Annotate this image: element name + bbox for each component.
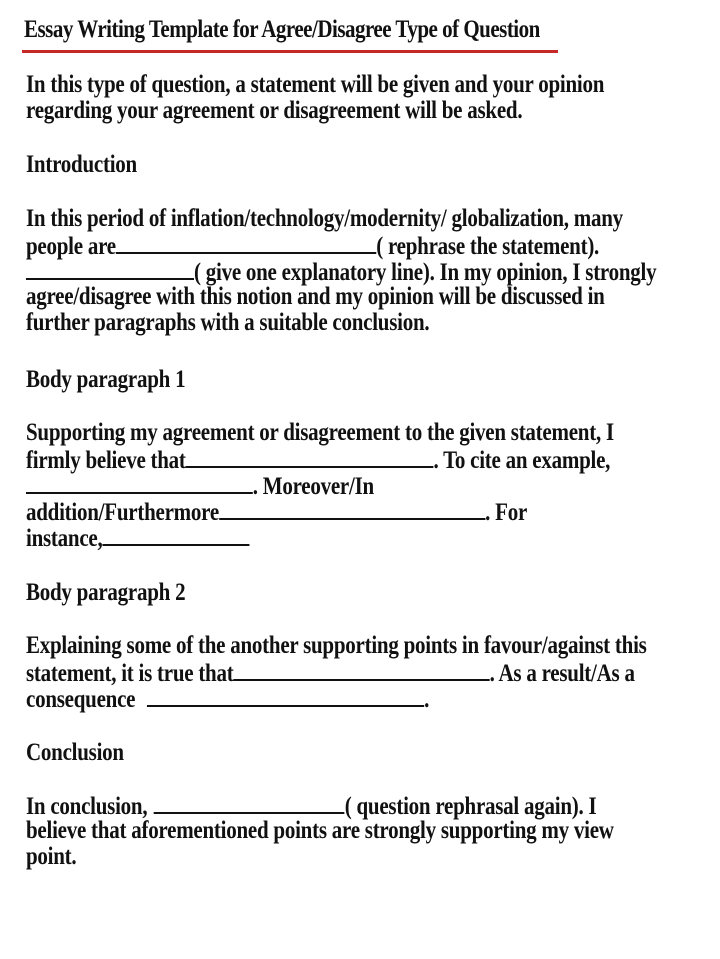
body2-text: statement, it is true that xyxy=(26,660,234,687)
body1-line-3 xyxy=(26,472,673,498)
body-paragraph-1 xyxy=(26,420,673,550)
intro-line-2: regarding your agreement or disagreement will be asked. xyxy=(26,97,523,124)
body-paragraph-2 xyxy=(26,633,673,711)
answer-blank[interactable] xyxy=(186,446,434,468)
introduction-heading: Introduction xyxy=(26,151,137,178)
introduction-text: people are xyxy=(26,233,116,260)
introduction-line-3 xyxy=(26,258,673,284)
body1-text: instance, xyxy=(26,525,103,552)
body1-text: firmly believe that xyxy=(26,447,186,474)
intro-line-1: In this type of question, a statement will be given and your opinion xyxy=(26,71,605,98)
body1-line-4 xyxy=(26,498,673,524)
answer-blank[interactable] xyxy=(116,232,376,254)
body2-text: consequence xyxy=(26,686,136,713)
introduction-line-2 xyxy=(26,232,673,258)
body1-text: addition/Furthermore xyxy=(26,499,219,526)
answer-blank[interactable] xyxy=(26,472,253,494)
answer-blank[interactable] xyxy=(26,258,194,280)
answer-blank[interactable] xyxy=(102,524,249,546)
conclusion-paragraph xyxy=(26,792,673,870)
body2-line-3 xyxy=(26,685,673,711)
conclusion-line-2: believe that aforementioned points are strongly supporting my view xyxy=(26,817,614,844)
answer-blank[interactable] xyxy=(233,659,489,681)
body1-line-5 xyxy=(26,524,673,550)
introduction-line-4: agree/disagree with this notion and my opinion will be discussed in xyxy=(26,283,605,310)
body1-line-1: Supporting my agreement or disagreement to the given statement, I xyxy=(26,419,614,446)
answer-blank[interactable] xyxy=(219,498,485,520)
body1-line-2 xyxy=(26,446,673,472)
introduction-text: ( rephrase the statement). xyxy=(376,233,600,260)
body-paragraph-1-heading: Body paragraph 1 xyxy=(26,366,186,393)
answer-blank[interactable] xyxy=(147,685,424,707)
introduction-line-1: In this period of inflation/technology/modernity/ globalization, many xyxy=(26,205,623,232)
introduction-line-5: further paragraphs with a suitable conclusion. xyxy=(26,309,430,336)
body2-text: . xyxy=(424,686,430,713)
body1-text: . Moreover/In xyxy=(252,473,374,500)
body2-text: . As a result/As a xyxy=(489,660,635,687)
body2-line-2 xyxy=(26,659,673,685)
conclusion-text: In conclusion, xyxy=(26,793,148,820)
body-paragraph-2-heading: Body paragraph 2 xyxy=(26,579,186,606)
body1-text: . For xyxy=(485,499,528,526)
conclusion-heading: Conclusion xyxy=(26,739,124,766)
introduction-text: ( give one explanatory line). In my opinion, I strongly xyxy=(194,259,657,286)
title-underline xyxy=(22,50,558,53)
body1-text: . To cite an example, xyxy=(433,447,611,474)
introduction-paragraph xyxy=(26,206,673,336)
page-title: Essay Writing Template for Agree/Disagree Type of Question xyxy=(24,16,540,43)
conclusion-text: ( question rephrasal again). I xyxy=(344,793,597,820)
body2-line-1: Explaining some of the another supporting points in favour/against this xyxy=(26,632,647,659)
conclusion-line-3: point. xyxy=(26,843,77,870)
intro-paragraph xyxy=(26,72,673,124)
conclusion-line-1 xyxy=(26,792,673,818)
answer-blank[interactable] xyxy=(154,792,345,814)
